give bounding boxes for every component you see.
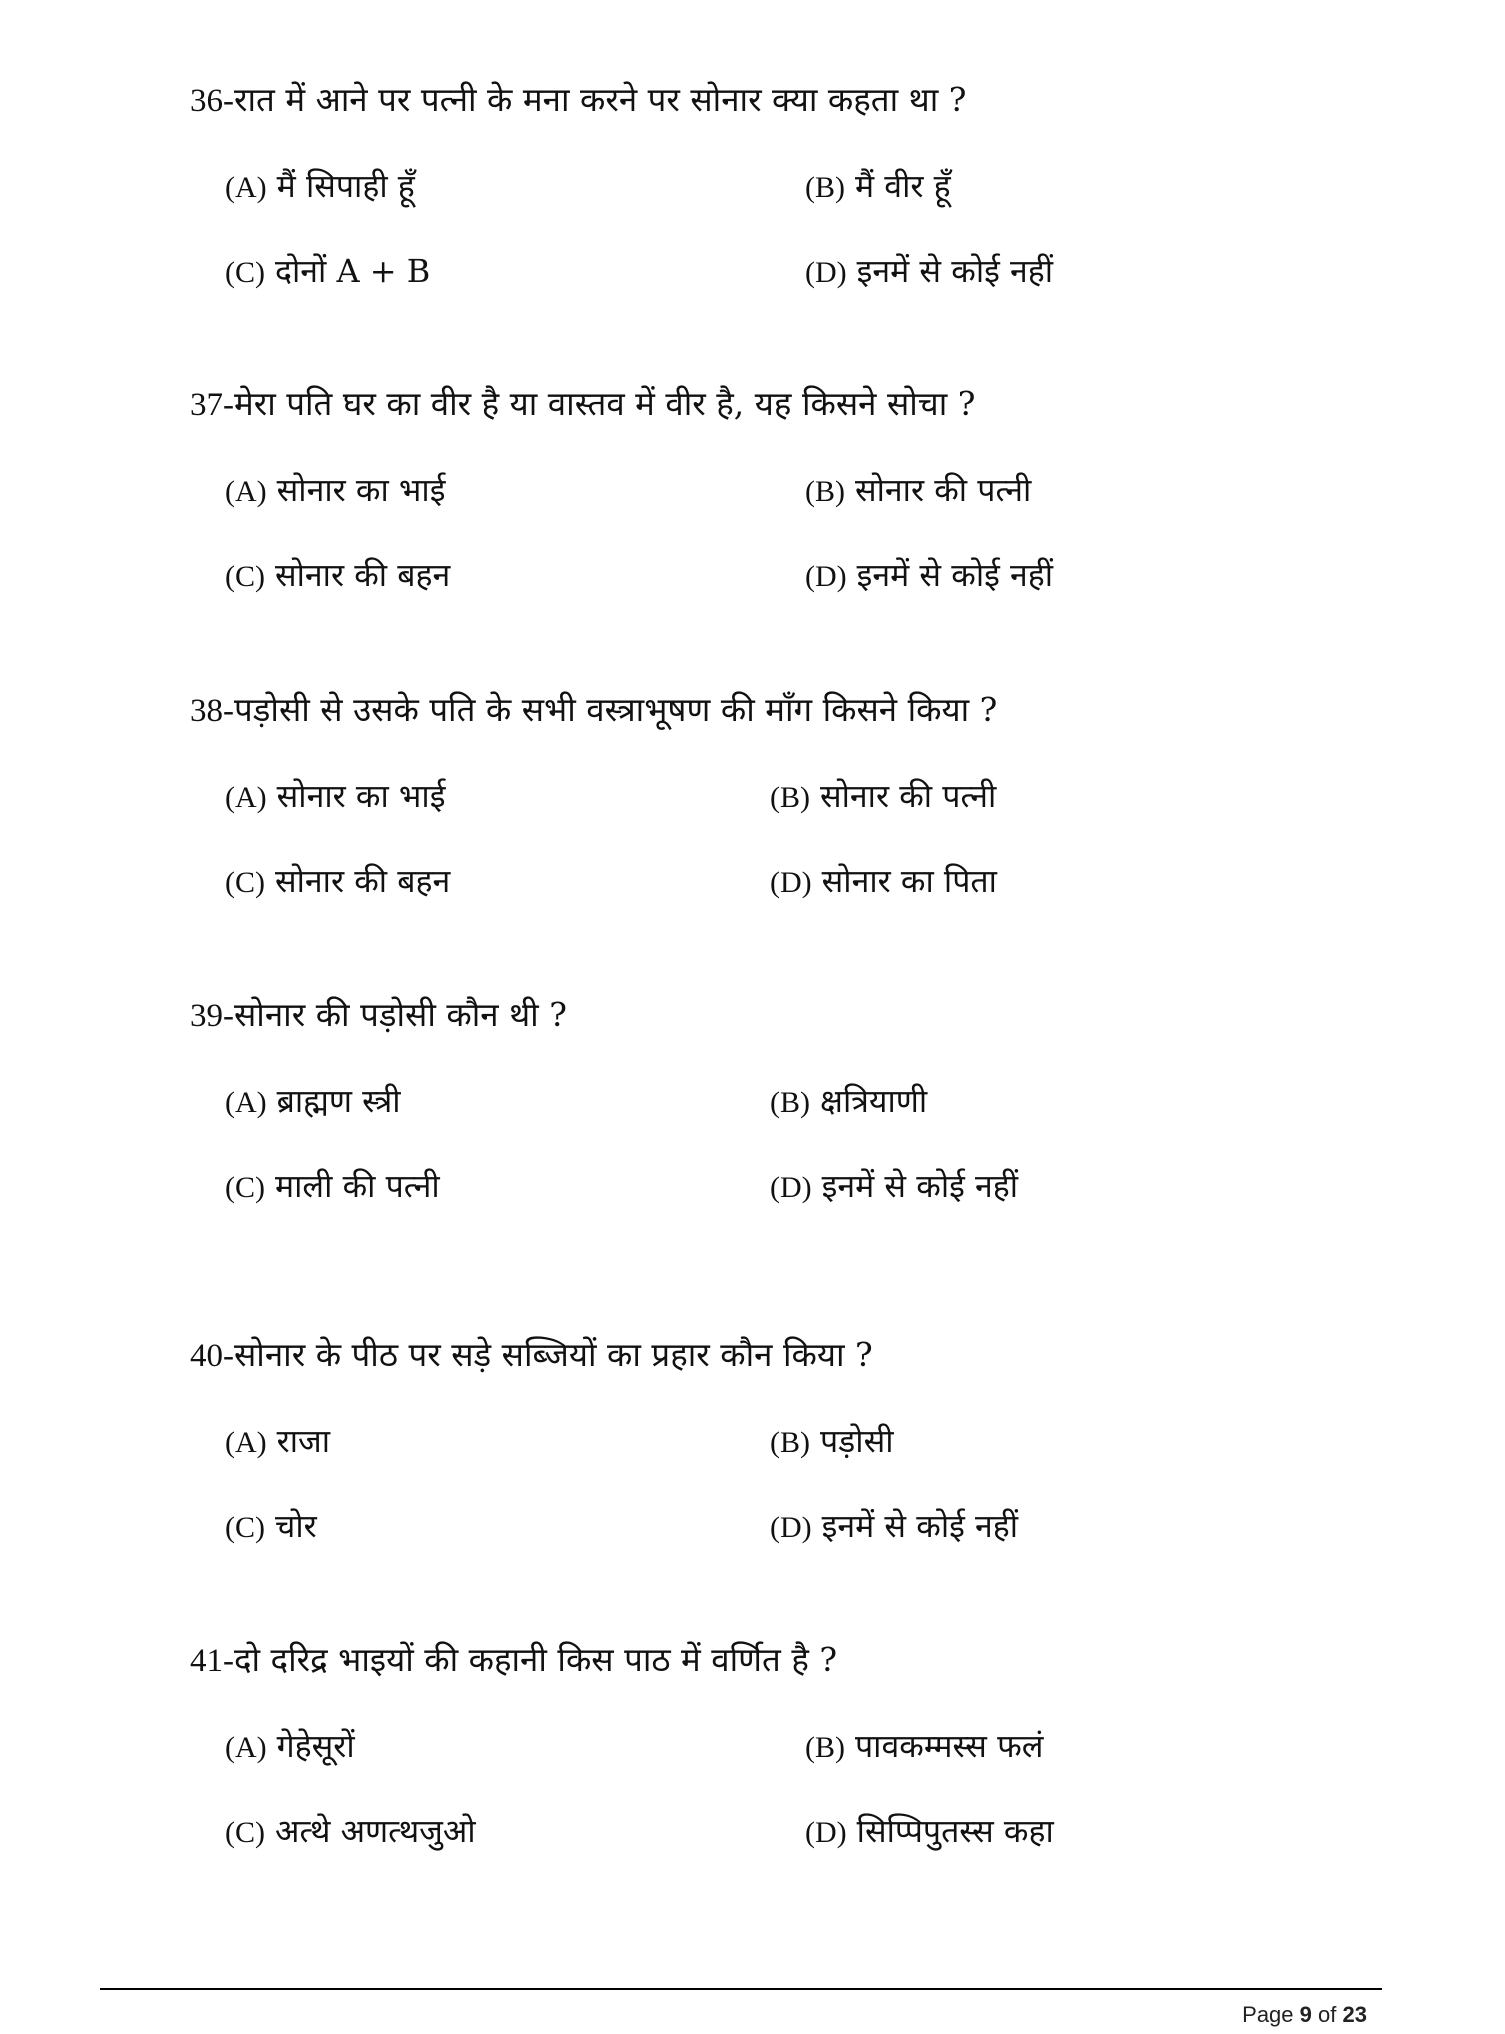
footer-divider <box>100 1988 1382 1990</box>
option-text: पड़ोसी <box>820 1422 894 1460</box>
page-of: of <box>1318 2002 1337 2027</box>
option-d <box>805 249 1053 295</box>
option-text: क्षत्रियाणी <box>820 1082 928 1120</box>
option-d <box>770 1504 1018 1550</box>
option-letter: (C) <box>225 256 265 289</box>
option-text: मैं वीर हूँ <box>855 167 951 205</box>
option-d <box>805 553 1053 599</box>
option-c <box>225 553 450 599</box>
option-text: चोर <box>275 1507 317 1545</box>
option-letter: (A) <box>225 171 267 204</box>
option-text: पावकम्मस्स फलं <box>855 1727 1044 1765</box>
option-letter: (A) <box>225 1731 267 1764</box>
option-c <box>225 859 450 905</box>
option-letter: (D) <box>770 866 812 899</box>
option-a <box>225 164 415 210</box>
option-a <box>225 1419 330 1465</box>
option-letter: (D) <box>770 1171 812 1204</box>
option-a <box>225 468 445 514</box>
option-letter: (B) <box>770 1426 810 1459</box>
option-letter: (A) <box>225 1426 267 1459</box>
option-letter: (A) <box>225 1086 267 1119</box>
question-text <box>190 1333 873 1378</box>
option-text: इनमें से कोई नहीं <box>821 1167 1019 1205</box>
option-letter: (B) <box>770 1086 810 1119</box>
option-d <box>770 1164 1018 1210</box>
option-text: सोनार की पत्नी <box>820 777 997 815</box>
option-letter: (D) <box>805 560 847 593</box>
question-prompt: सोनार के पीठ पर सड़े सब्जियों का प्रहार कौन किया ? <box>234 1335 873 1374</box>
option-text: अत्थे अणत्थजुओ <box>275 1812 476 1850</box>
question-number: 36- <box>190 83 234 119</box>
option-text: सोनार की पत्नी <box>855 471 1032 509</box>
option-letter: (A) <box>225 781 267 814</box>
option-c <box>225 249 430 295</box>
option-a <box>225 1079 401 1125</box>
option-text: सोनार का भाई <box>276 777 446 815</box>
option-d <box>805 1809 1054 1855</box>
option-text: इनमें से कोई नहीं <box>821 1507 1019 1545</box>
option-letter: (B) <box>805 1731 845 1764</box>
page-total: 23 <box>1342 2002 1367 2027</box>
page-label: Page <box>1242 2002 1294 2027</box>
option-text: सोनार की बहन <box>275 556 451 594</box>
question-number: 37- <box>190 387 234 423</box>
question-prompt: दो दरिद्र भाइयों की कहानी किस पाठ में वर्णित है ? <box>234 1640 838 1679</box>
question-prompt: सोनार की पड़ोसी कौन थी ? <box>234 995 567 1034</box>
question-prompt: पड़ोसी से उसके पति के सभी वस्त्राभूषण की माँग किसने किया ? <box>234 690 998 729</box>
option-letter: (A) <box>225 475 267 508</box>
option-b <box>770 774 996 820</box>
option-text: गेहेसूरों <box>276 1727 355 1765</box>
option-text: माली की पत्नी <box>275 1167 440 1205</box>
question-text <box>190 1638 837 1683</box>
option-text: राजा <box>276 1422 331 1460</box>
question-text <box>190 78 966 123</box>
option-letter: (B) <box>805 475 845 508</box>
question-text <box>190 382 975 427</box>
question-prompt: मेरा पति घर का वीर है या वास्तव में वीर है, यह किसने सोचा ? <box>234 384 976 423</box>
option-c <box>225 1164 440 1210</box>
option-text: इनमें से कोई नहीं <box>856 556 1054 594</box>
option-letter: (D) <box>770 1511 812 1544</box>
question-prompt: रात में आने पर पत्नी के मना करने पर सोनार क्या कहता था ? <box>234 80 967 119</box>
option-a <box>225 774 445 820</box>
question-text <box>190 993 567 1038</box>
option-text: ब्राह्मण स्त्री <box>276 1082 401 1120</box>
option-b <box>770 1419 894 1465</box>
option-text: इनमें से कोई नहीं <box>856 252 1054 290</box>
option-text: सोनार का पिता <box>821 862 997 900</box>
question-number: 41- <box>190 1643 234 1679</box>
page-number <box>1242 2001 1367 2029</box>
option-letter: (D) <box>805 1816 847 1849</box>
option-b <box>805 468 1031 514</box>
option-letter: (B) <box>770 781 810 814</box>
option-letter: (C) <box>225 1816 265 1849</box>
option-b <box>770 1079 927 1125</box>
option-letter: (C) <box>225 1171 265 1204</box>
option-text: सोनार का भाई <box>276 471 446 509</box>
option-text: सोनार की बहन <box>275 862 451 900</box>
option-letter: (C) <box>225 1511 265 1544</box>
option-text: मैं सिपाही हूँ <box>276 167 415 205</box>
option-letter: (C) <box>225 560 265 593</box>
question-number: 39- <box>190 998 234 1034</box>
page-current: 9 <box>1299 2002 1312 2027</box>
option-text: सिप्पिपुतस्स कहा <box>856 1812 1054 1850</box>
option-b <box>805 164 951 210</box>
option-c <box>225 1504 317 1550</box>
option-b <box>805 1724 1043 1770</box>
option-letter: (B) <box>805 171 845 204</box>
question-number: 40- <box>190 1338 234 1374</box>
option-text: दोनों A + B <box>275 252 431 290</box>
question-number: 38- <box>190 693 234 729</box>
option-letter: (C) <box>225 866 265 899</box>
option-a <box>225 1724 355 1770</box>
option-letter: (D) <box>805 256 847 289</box>
option-c <box>225 1809 476 1855</box>
option-d <box>770 859 997 905</box>
question-text <box>190 688 997 733</box>
